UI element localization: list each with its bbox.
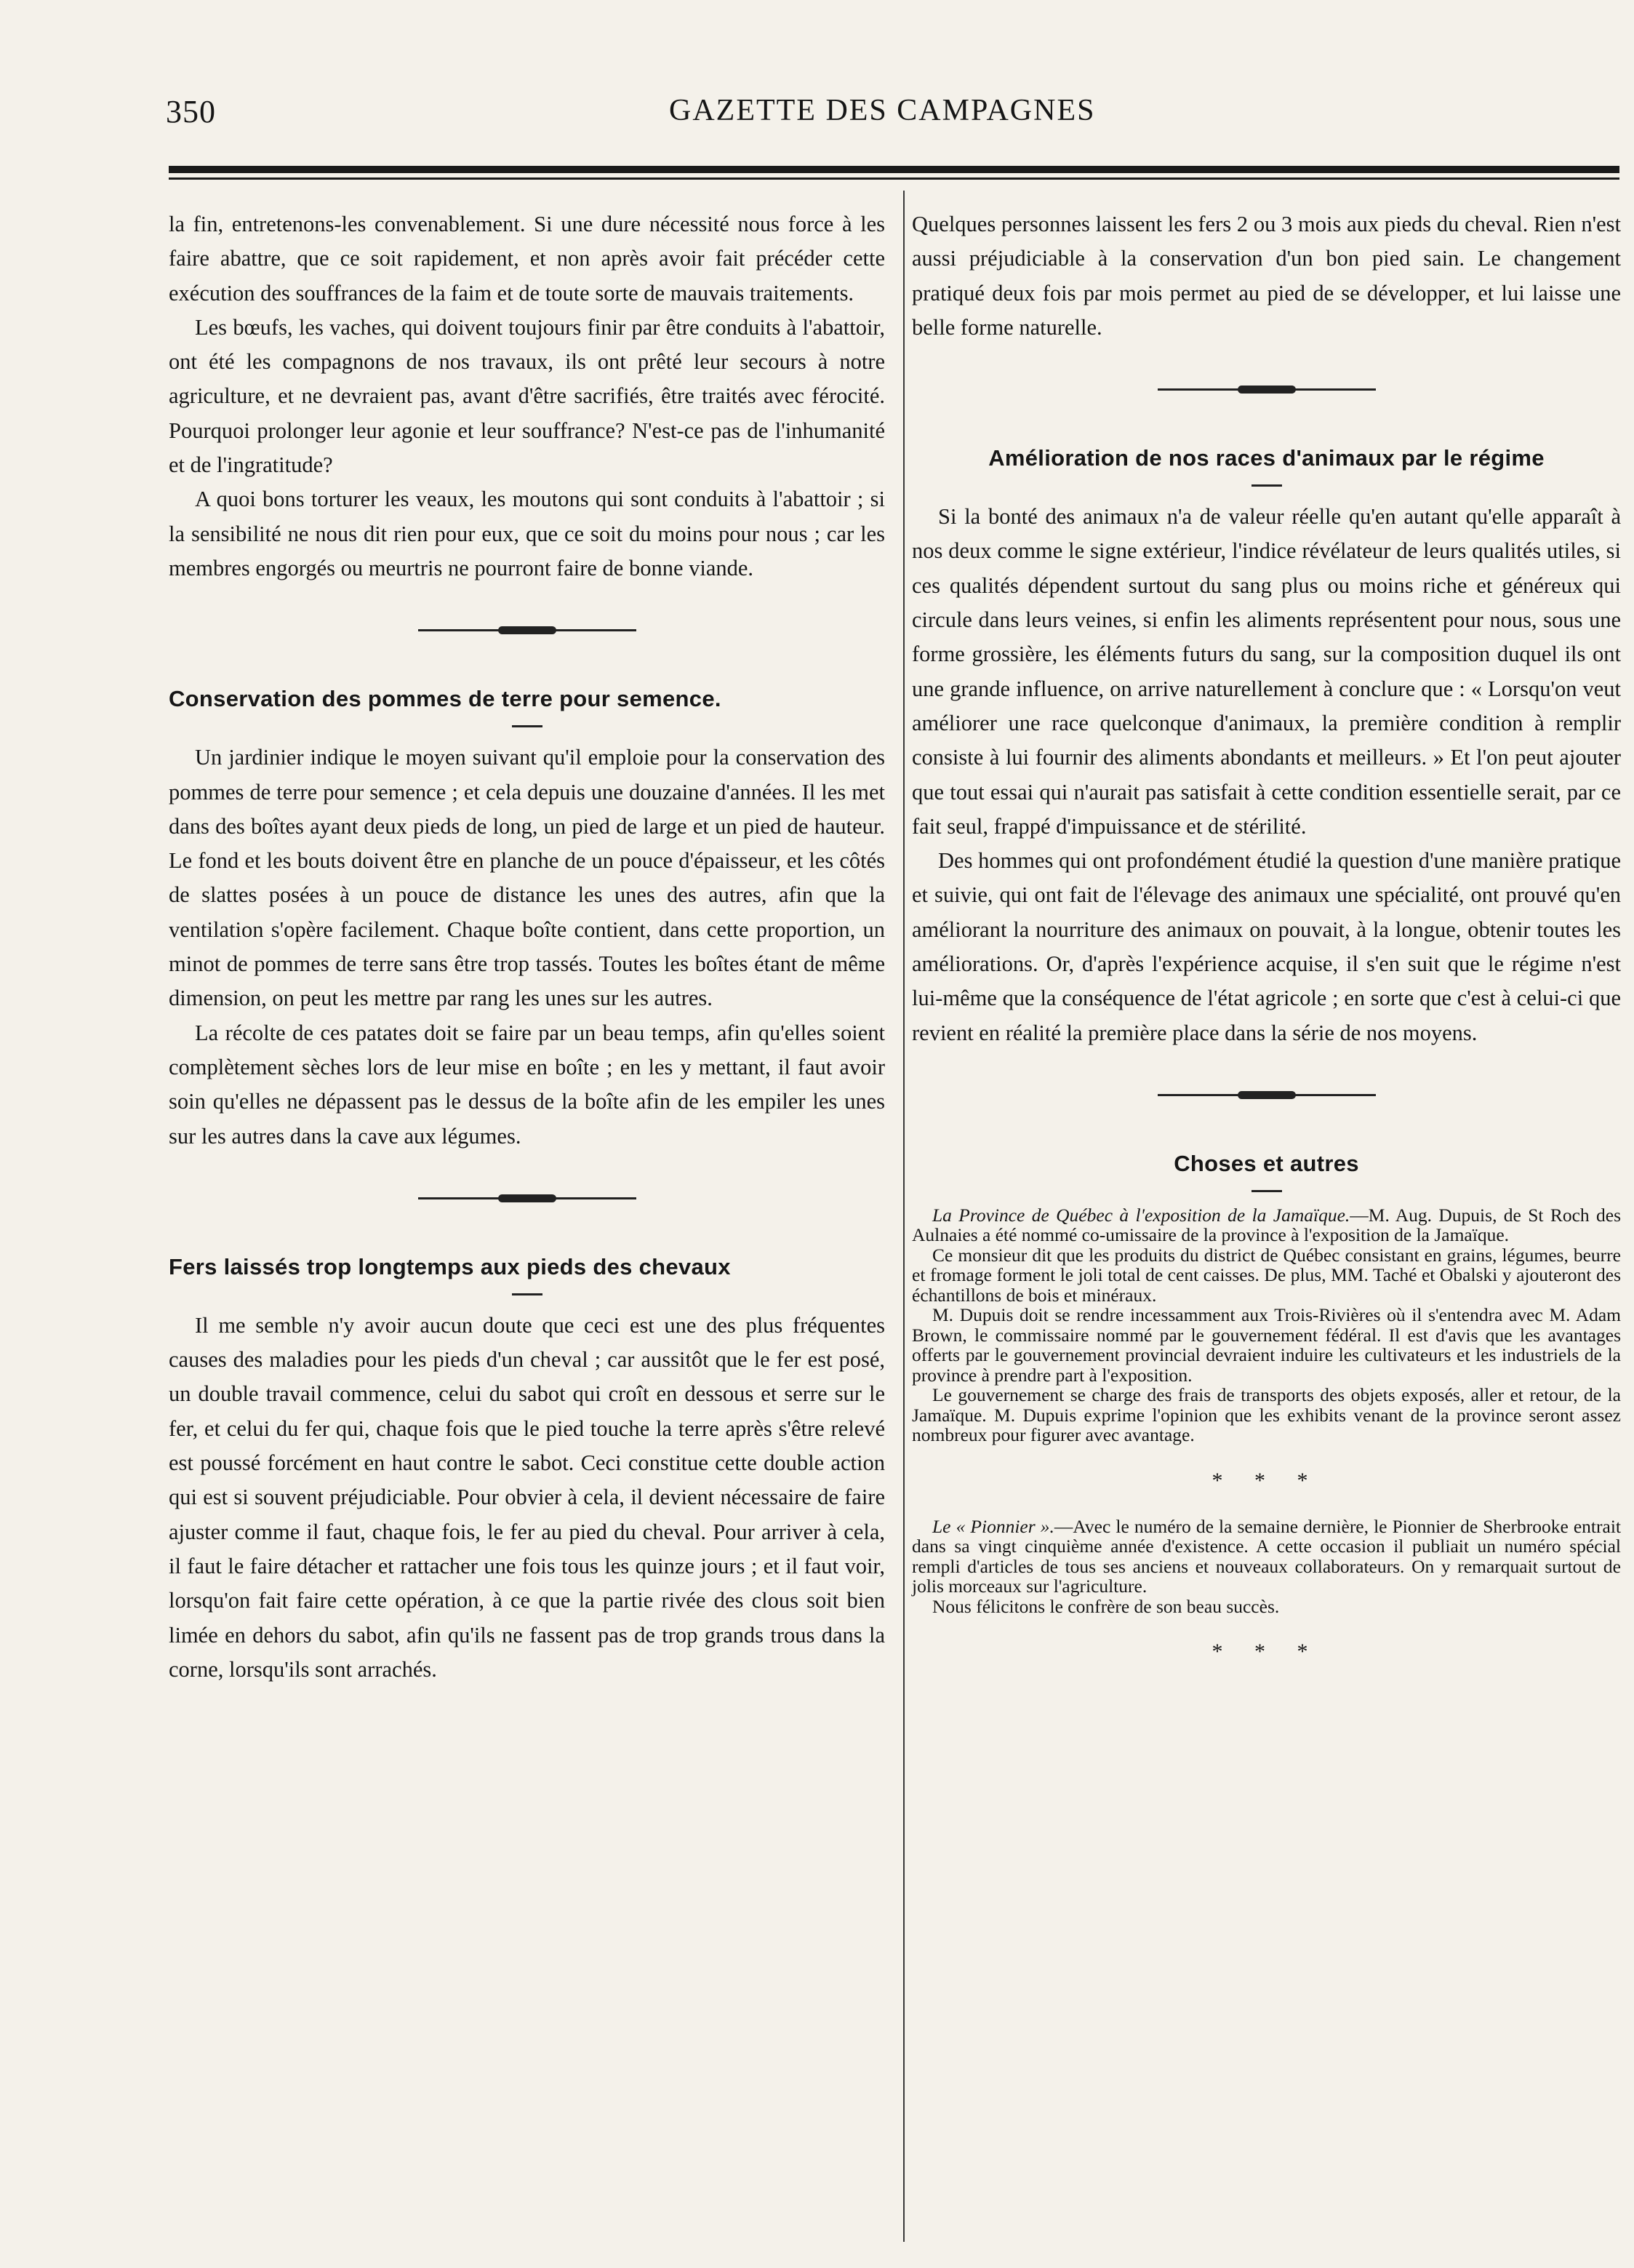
news-item-lead: La Province de Québec à l'exposition de la Jamaïque. [932, 1204, 1350, 1226]
section-title-miscellany: Choses et autres [1174, 1150, 1359, 1176]
title-dash [1251, 484, 1282, 487]
section-title-breeding: Amélioration de nos races d'animaux par le régime [988, 445, 1545, 471]
page-number: 350 [166, 94, 216, 129]
section-title-horseshoes: Fers laissés trop longtemps aux pieds des chevaux [169, 1253, 731, 1279]
news-briefs [912, 1517, 1621, 1617]
news-briefs [912, 1205, 1621, 1445]
ornament-bulge [1238, 386, 1296, 394]
ornament-bulge [498, 626, 556, 634]
article-paragraph: Il me semble n'y avoir aucun doute que ceci est une des plus fréquentes causes des maladies pour les pieds d'un cheval ; car aussitôt que le fer est posé, un double travail commence, celui du sabot qui croît en dessous et serre sur le fer, et celui du fer qui, chaque fois que le pied touche la terre après s'être relevé est poussé forcément en haut contre le sabot. Ceci constitue cette double action qui est si souvent préjudiciable. Pour obvier à cela, il devient nécessaire de faire ajuster comme il faut, chaque fois, le fer au pied du cheval. Pour arriver à cela, il faut le faire détacher et rattacher une fois tous les quinze jours ; et il faut voir, lorsqu'on fait faire cette opération, à ce que la partie rivée des clous soit bien limée en dehors du sabot, afin qu'ils ne fassent pas de trop grands trous dans la corne, lorsqu'ils sont arrachés. [169, 1312, 885, 1682]
article-paragraph: Le gouvernement se charge des frais de transports des objets exposés, aller et retour, de la Jamaïque. M. Dupuis exprime l'opinion que les exhibits venant de la province seront assez nombreux pour figurer avec avantage. [912, 1384, 1621, 1446]
section-ornament [418, 1184, 636, 1213]
article-paragraph: Quelques personnes laissent les fers 2 ou 3 mois aux pieds du cheval. Rien n'est aussi préjudiciable à la conservation d'un bon pied sain. Le changement pratiqué deux fois par mois permet au pied de se développer, et lui laisse une belle forme naturelle. [912, 212, 1621, 340]
article-paragraph: A quoi bons torturer les veaux, les moutons qui sont conduits à l'abattoir ; si la sensibilité ne nous dit rien pour eux, que ce soit du moins pour nous ; car les membres engorgés ou meurtris ne pourront faire de bonne viande. [169, 487, 885, 580]
article-paragraph: Des hommes qui ont profondément étudié la question d'une manière pratique et suivie, qui ont fait de l'élevage des animaux une spécialité, ont prouvé qu'en améliorant la nourriture des animaux on pouvait, à la longue, obtenir toutes les améliorations. Or, d'après l'expérience acquise, il s'en suit que le régime n'est lui-même que la conséquence de l'état agricole ; en sorte que c'est à celui-ci que revient en réalité la première place dans la série de nos moyens. [912, 848, 1621, 1045]
news-item-jamaica [912, 1205, 1621, 1245]
article-paragraph: M. Dupuis doit se rendre incessamment aux Trois-Rivières où il s'entendra avec M. Adam Brown, le commissaire nommé par le gouvernement fédéral. Il est d'avis que les avantages offerts par le gouvernement provincial devraient induire les cultivateurs et les industriels de la province à prendre part à l'exposition. [912, 1304, 1621, 1386]
article-paragraph: Si la bonté des animaux n'a de valeur réelle qu'en autant qu'elle apparaît à nos deux comme le signe extérieur, l'indice révélateur de leurs qualités utiles, si ces qualités dépendent surtout du sang plus ou moins riche et généreux qui circule dans leurs veines, si enfin les aliments représentent pour nous, sous une forme grossière, les éléments futurs du sang, sur la composition duquel ils ont une grande influence, on arrive naturellement à conclure que : « Lorsqu'on veut améliorer une race quelconque d'animaux, la première condition à remplir consiste à lui fournir des aliments abondants et meilleurs. » Et l'on peut ajouter que tout essai qui n'aurait pas satisfait à cette condition essentielle serait, par ce fait seul, frappé d'impuissance et de stérilité. [912, 504, 1621, 839]
right-column [912, 207, 1621, 1688]
page-title: GAZETTE DES CAMPAGNES [669, 94, 1096, 127]
article-paragraph: la fin, entretenons-les convenablement. Si une dure nécessité nous force à les faire abattre, que ce soit rapidement, et non après avoir fait précéder cette exécution des souffrances de la faim et de toute sorte de mauvais traitements. [169, 212, 885, 306]
ornament-bulge [1238, 1091, 1296, 1099]
article-paragraph: La récolte de ces patates doit se faire par un beau temps, afin qu'elles soient complètement sèches lors de leur mise en boîte ; en les y mettant, il faut avoir soin qu'elles ne dépassent pas le dessus de la boîte afin de les empiler les unes sur les autres dans la cave aux légumes. [169, 1020, 885, 1149]
article-paragraph: Nous félicitons le confrère de son beau succès. [932, 1595, 1280, 1617]
article-paragraph: Un jardinier indique le moyen suivant qu'il emploie pour la conservation des pommes de terre pour semence ; et cela depuis une douzaine d'années. Il les met dans des boîtes ayant deux pieds de long, un pied de large et un pied de hauteur. Le fond et les bouts doivent être en planche de un pouce d'épaisseur, et les côtés de slattes posées à un pouce de distance les unes des autres, afin que la ventilation s'opère facilement. Chaque boîte contient, dans cette proportion, un minot de pommes de terre sans être trop tassés. Toutes les boîtes étant de même dimension, on peut les mettre par rang les unes sur les autres. [169, 745, 885, 1011]
section-ornament [1158, 375, 1376, 404]
news-item-body: —Avec le numéro de la semaine dernière, le Pionnier de Sherbrooke entrait dans sa vingt cinquième année d'existence. A cette occasion il publiait un numéro spécial rempli d'articles de tous ses anciens et nouveaux collaborateurs. On y remarquait surtout de jolis morceaux sur l'agriculture. [912, 1515, 1621, 1597]
news-item-body: —M. Aug. Dupuis, de St Roch des Aulnaies a été nommé co-umissaire de la province à l'exposition de la Jamaïque. [912, 1204, 1621, 1246]
article-paragraph: Ce monsieur dit que les produits du district de Québec consistant en grains, légumes, beurre et fromage forment le joli total de cent caisses. De plus, MM. Taché et Obalski y ajouteront des échantillons de bois et minéraux. [912, 1244, 1621, 1306]
column-divider [903, 191, 905, 2242]
title-dash [512, 725, 542, 727]
left-column [169, 207, 885, 1687]
title-dash [1251, 1190, 1282, 1192]
header-rule-thick [169, 166, 1619, 173]
section-ornament [1158, 1081, 1376, 1110]
title-dash [512, 1293, 542, 1295]
section-ornament [418, 616, 636, 645]
news-item-pionnier [912, 1517, 1621, 1597]
asterism-divider: * * * [1212, 1468, 1321, 1493]
news-item-lead: Le « Pionnier ». [932, 1515, 1054, 1537]
asterism-divider: * * * [1212, 1640, 1321, 1664]
ornament-bulge [498, 1194, 556, 1202]
page-header [160, 93, 1614, 144]
header-rule-thin [169, 177, 1619, 180]
section-title-potatoes: Conservation des pommes de terre pour semence. [169, 686, 721, 712]
article-paragraph: Les bœufs, les vaches, qui doivent toujours finir par être conduits à l'abattoir, ont été les compagnons de nos travaux, ils ont prêté leur secours à notre agriculture, et ne devraient pas, avant d'être sacrifiés, être traités avec férocité. Pourquoi prolonger leur agonie et leur souffrance? N'est-ce pas de l'inhumanité et de l'ingratitude? [169, 314, 885, 478]
